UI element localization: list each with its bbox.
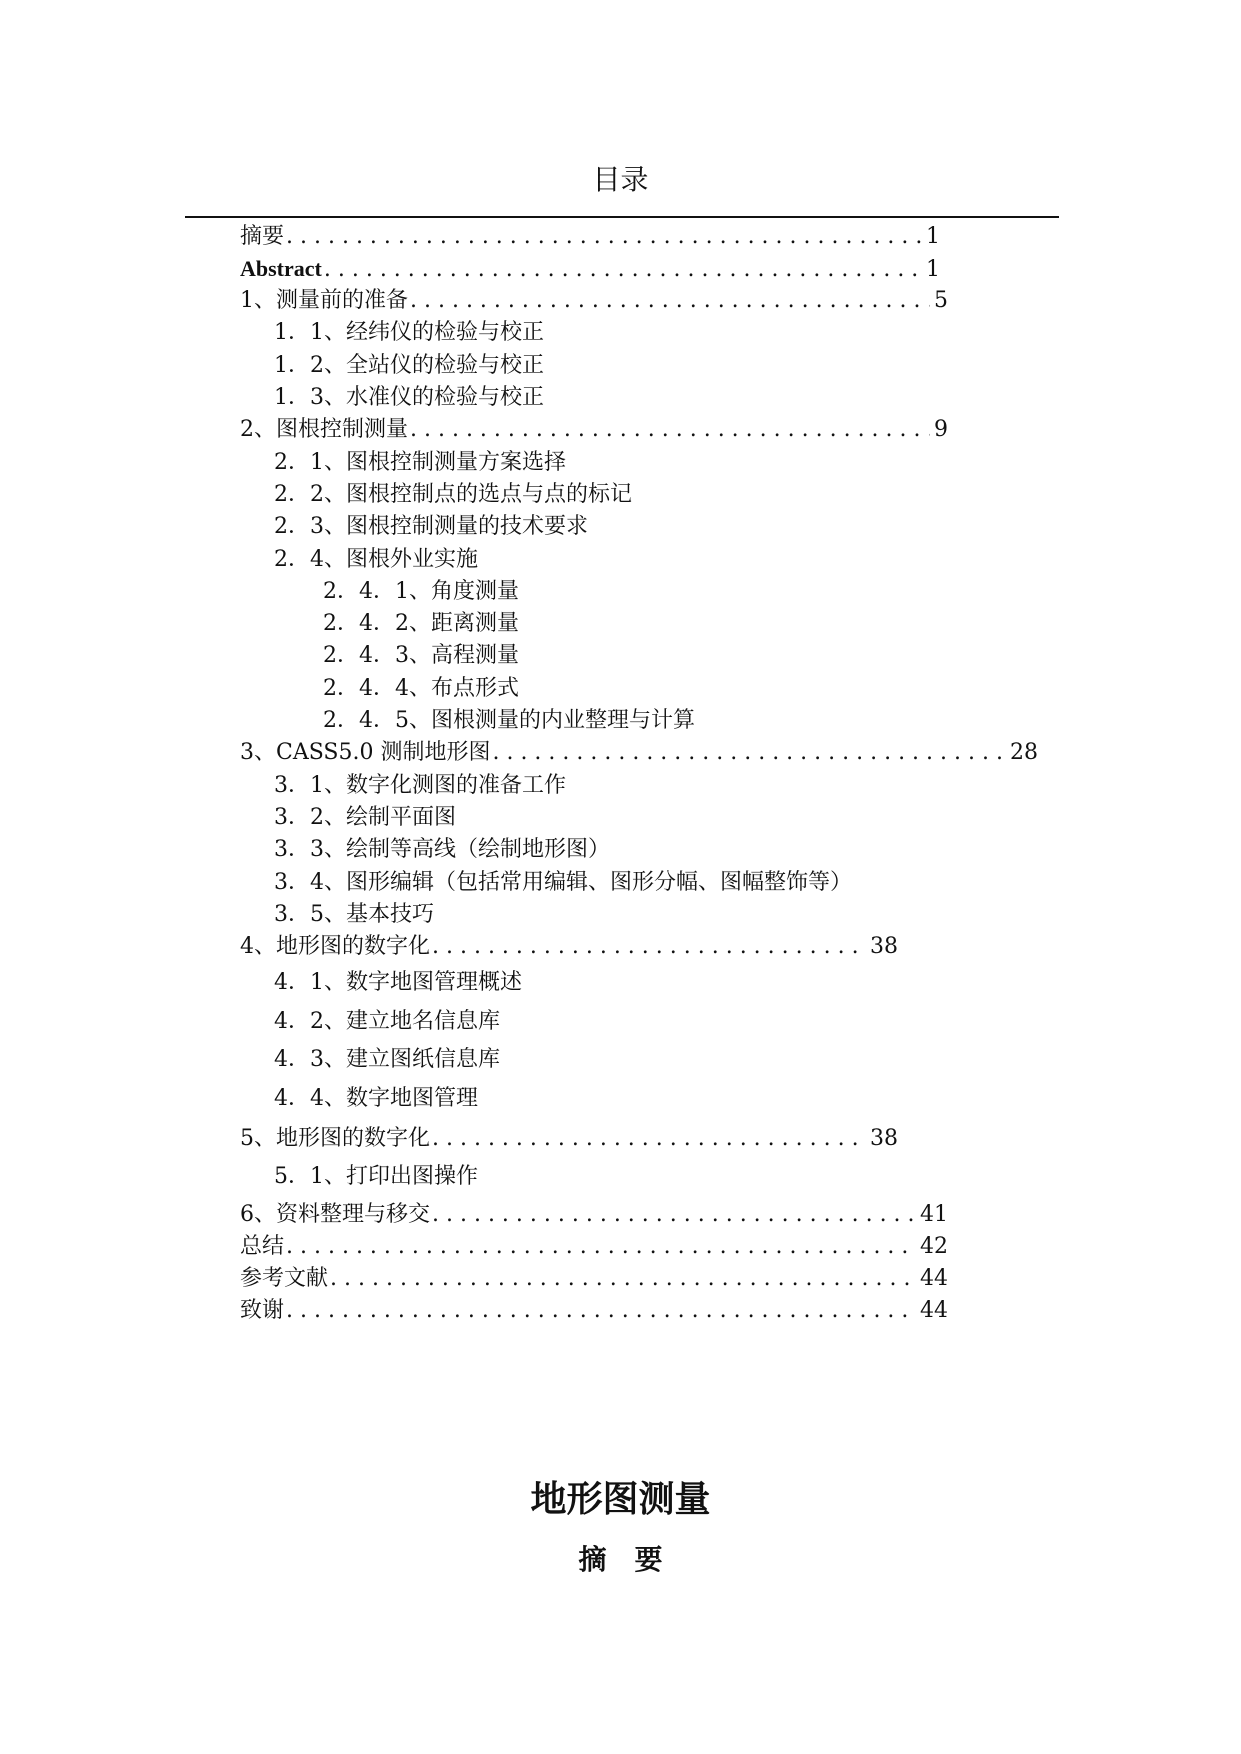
toc-entry-section-2-1[interactable]: 2．1、图根控制测量方案选择 <box>274 450 566 475</box>
toc-page-number: 28 <box>1010 740 1038 765</box>
toc-entry-chapter-6[interactable] <box>240 1200 948 1230</box>
toc-entry-abstract-cn[interactable] <box>240 222 940 252</box>
toc-entry-section-4-4[interactable]: 4．4、数字地图管理 <box>274 1086 478 1111</box>
toc-entry-section-3-3[interactable]: 3．3、绘制等高线（绘制地形图） <box>274 837 610 862</box>
toc-entry-section-4-2[interactable]: 4．2、建立地名信息库 <box>274 1009 500 1034</box>
toc-dot-leader <box>432 1200 916 1230</box>
toc-entry-section-4-1[interactable]: 4．1、数字地图管理概述 <box>274 970 522 995</box>
toc-entry-section-1-3[interactable]: 1．3、水准仪的检验与校正 <box>274 385 544 410</box>
toc-title: 目录 <box>592 163 649 196</box>
toc-entry-text: 参考文献 <box>240 1266 329 1291</box>
toc-page-number: 38 <box>870 1126 898 1151</box>
toc-entry-section-5-1[interactable]: 5．1、打印出图操作 <box>274 1164 478 1189</box>
toc-page-number: 5 <box>934 288 948 313</box>
toc-entry-chapter-3[interactable] <box>240 738 1038 768</box>
toc-dot-leader <box>330 1264 916 1294</box>
toc-entry-text: 4、地形图的数字化 <box>240 934 430 959</box>
toc-entry-chapter-2[interactable] <box>240 415 948 445</box>
toc-entry-section-2-4-1[interactable]: 2．4．1、角度测量 <box>323 579 519 604</box>
toc-page-number: 1 <box>926 224 940 249</box>
toc-entry-summary[interactable] <box>240 1232 948 1262</box>
toc-dot-leader <box>286 1232 916 1262</box>
toc-entry-section-3-5[interactable]: 3．5、基本技巧 <box>274 902 434 927</box>
toc-page-number: 42 <box>920 1234 948 1259</box>
toc-dot-leader <box>410 415 930 445</box>
document-title: 地形图测量 <box>530 1479 711 1520</box>
toc-page-number: 44 <box>920 1266 948 1291</box>
toc-entry-section-2-4-5[interactable]: 2．4．5、图根测量的内业整理与计算 <box>323 708 695 733</box>
toc-entry-text: 3、CASS5.0 测制地形图 <box>240 740 491 765</box>
toc-entry-acknowledgements[interactable] <box>240 1296 948 1326</box>
toc-entry-text: 6、资料整理与移交 <box>240 1202 430 1227</box>
toc-entry-chapter-4[interactable] <box>240 932 898 962</box>
toc-entry-chapter-5[interactable] <box>240 1124 898 1154</box>
toc-dot-leader <box>432 932 866 962</box>
toc-dot-leader <box>286 1296 916 1326</box>
toc-entry-section-2-4[interactable]: 2．4、图根外业实施 <box>274 547 478 572</box>
toc-page-number: 9 <box>934 417 948 442</box>
toc-entry-section-3-2[interactable]: 3．2、绘制平面图 <box>274 805 456 830</box>
abstract-heading: 摘 要 <box>578 1543 663 1576</box>
toc-page-number: 41 <box>920 1202 948 1227</box>
toc-entry-abstract-en[interactable] <box>240 254 940 284</box>
toc-entry-text: 5、地形图的数字化 <box>240 1126 430 1151</box>
toc-entry-text: 总结 <box>240 1234 285 1259</box>
toc-divider <box>185 216 1059 218</box>
toc-entry-text: 摘要 <box>240 224 285 249</box>
toc-entry-section-2-3[interactable]: 2．3、图根控制测量的技术要求 <box>274 514 588 539</box>
toc-dot-leader <box>410 286 930 316</box>
toc-entry-references[interactable] <box>240 1264 948 1294</box>
toc-page-number: 44 <box>920 1298 948 1323</box>
toc-entry-section-1-2[interactable]: 1．2、全站仪的检验与校正 <box>274 353 544 378</box>
toc-dot-leader <box>324 255 922 284</box>
toc-entry-section-2-4-3[interactable]: 2．4．3、高程测量 <box>323 643 519 668</box>
toc-entry-section-4-3[interactable]: 4．3、建立图纸信息库 <box>274 1047 500 1072</box>
toc-dot-leader <box>432 1124 866 1154</box>
toc-entry-section-3-4[interactable]: 3．4、图形编辑（包括常用编辑、图形分幅、图幅整饰等） <box>274 870 852 895</box>
toc-entry-text: 2、图根控制测量 <box>240 417 408 442</box>
toc-entry-chapter-1[interactable] <box>240 286 948 316</box>
toc-entry-section-3-1[interactable]: 3．1、数字化测图的准备工作 <box>274 773 566 798</box>
toc-page-number: 1 <box>926 257 940 282</box>
toc-dot-leader <box>286 222 922 252</box>
toc-entry-section-2-4-4[interactable]: 2．4．4、布点形式 <box>323 676 519 701</box>
toc-dot-leader <box>492 738 1006 768</box>
toc-entry-section-2-2[interactable]: 2．2、图根控制点的选点与点的标记 <box>274 482 632 507</box>
toc-page-number: 38 <box>870 934 898 959</box>
toc-entry-text: 1、测量前的准备 <box>240 288 408 313</box>
toc-entry-text: 致谢 <box>240 1298 285 1323</box>
toc-entry-text: Abstract <box>240 256 322 281</box>
toc-entry-section-1-1[interactable]: 1．1、经纬仪的检验与校正 <box>274 320 544 345</box>
toc-entry-section-2-4-2[interactable]: 2．4．2、距离测量 <box>323 611 519 636</box>
